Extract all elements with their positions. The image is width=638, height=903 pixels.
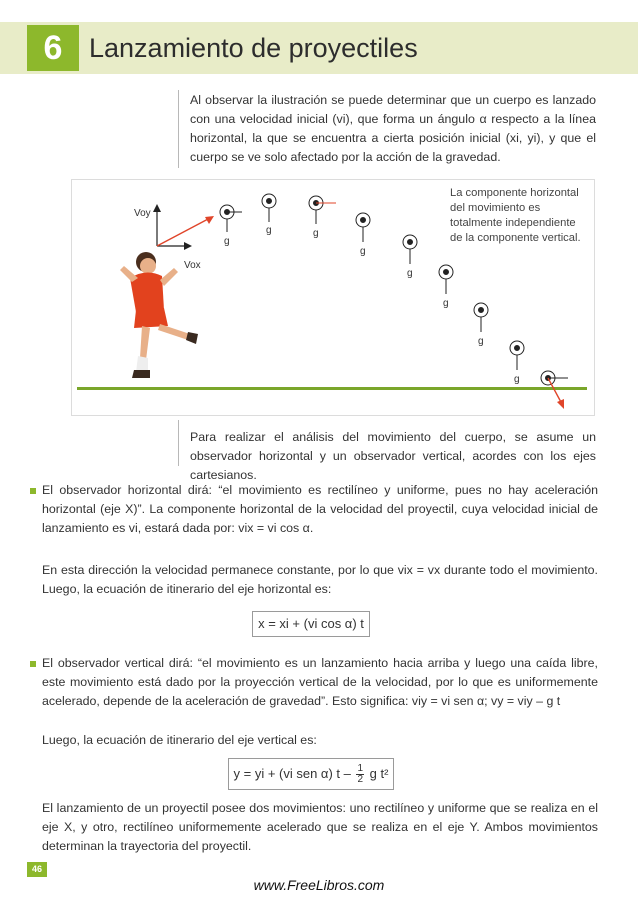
one-half-fraction <box>356 764 364 785</box>
g-label-4: g <box>360 246 366 257</box>
analysis-paragraph: Para realizar el análisis del movimiento del cuerpo, se asume un observador horizontal y un observador vertical, acordes con los ejes cartesianos. <box>190 430 596 482</box>
ball-9 <box>541 371 568 385</box>
gravity-labels <box>224 225 520 385</box>
fraction-numerator: 1 <box>357 763 364 775</box>
vertical-equation-right: g t² <box>369 766 389 781</box>
g-label-3: g <box>313 228 319 239</box>
label-voy: Voy <box>134 208 151 219</box>
ball-5 <box>403 235 417 264</box>
margin-rule-2 <box>178 420 179 466</box>
closing-paragraph: El lanzamiento de un proyectil posee dos movimientos: uno rectilíneo y uniforme que se realiza en el eje X, y otro, rectilíneo uniformemente acelerado que se realiza en el eje Y. Ambos movimientos determinan la trayectoria del proyectil. <box>42 801 598 853</box>
g-label-1: g <box>224 236 230 247</box>
g-label-8: g <box>514 374 520 385</box>
ball-1 <box>220 205 242 232</box>
g-label-6: g <box>443 298 449 309</box>
ground-line <box>77 387 587 390</box>
page-number: 46 <box>27 862 47 877</box>
g-label-7: g <box>478 336 484 347</box>
ball-3 <box>309 196 336 224</box>
bullet-horizontal <box>30 488 36 494</box>
ball-4 <box>356 213 370 242</box>
ball-8 <box>510 341 524 370</box>
chapter-number: 6 <box>27 25 79 71</box>
vertical-equation-left: y = yi + (vi sen α) t – <box>233 766 351 781</box>
bullet-vertical <box>30 661 36 667</box>
horizontal-equation: x = xi + (vi cos α) t <box>252 611 370 637</box>
margin-rule <box>178 90 179 168</box>
ball-6 <box>439 265 453 294</box>
g-label-2: g <box>266 225 272 236</box>
vertical-equation <box>228 758 394 790</box>
footer-link[interactable]: www.FreeLibros.com <box>253 877 385 893</box>
g-label-5: g <box>407 268 413 279</box>
vertical-observer-paragraph: El observador vertical dirá: “el movimiento es un lanzamiento hacia arriba y luego una caída libre, este movimiento está dado por la proyección vertical de la velocidad, por lo que es uniformemente acelerado, depende de la aceleración de gravedad”. Esto significa: viy = vi sen α; vy = viy – g t <box>42 656 598 708</box>
fraction-denominator: 2 <box>357 774 364 786</box>
label-vox: Vox <box>184 260 201 271</box>
figure-note: La componente horizontal del movimiento es totalmente independiente de la componente vertical. <box>450 187 581 244</box>
horizontal-observer-paragraph: El observador horizontal dirá: “el movimiento es rectilíneo y uniforme, pues no hay aceleración horizontal (eje X)”. La componente horizontal de la velocidad del proyectil, cuya velocidad inicial de lanzamiento es vi, estará dada por: vix = vi cos α. <box>42 483 598 535</box>
vertical-intro-paragraph: Luego, la ecuación de itinerario del eje vertical es: <box>42 733 317 747</box>
horizontal-constant-paragraph: En esta dirección la velocidad permanece constante, por lo que vix = vx durante todo el movimiento. Luego, la ecuación de itinerario del eje horizontal es: <box>42 563 598 596</box>
ball-7 <box>474 303 488 332</box>
ball-2 <box>262 194 276 222</box>
intro-paragraph: Al observar la ilustración se puede determinar que un cuerpo es lanzado con una velocidad inicial (vi), que forma un ángulo α respecto a la línea horizontal, la que se encuentra a cierta posición inicial (xi, yi), y que el cuerpo se ve solo afectado por la acción de la gravedad. <box>190 93 596 164</box>
velocity-vectors <box>153 204 214 250</box>
chapter-title: Lanzamiento de proyectiles <box>89 33 418 63</box>
final-velocity-arrow <box>548 378 562 404</box>
